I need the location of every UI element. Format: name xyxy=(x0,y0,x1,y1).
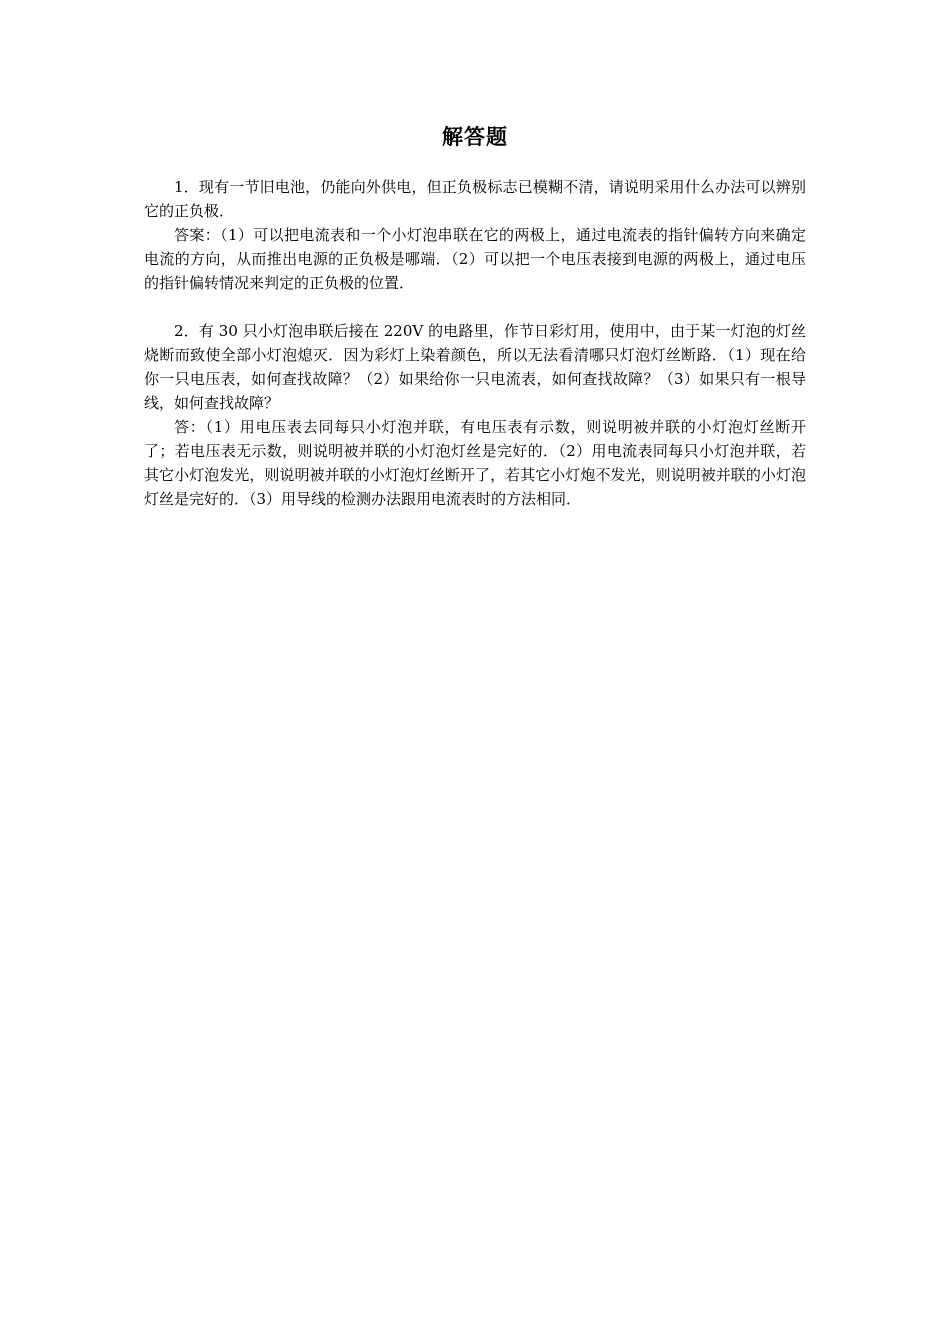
answer-2-text: 答：（1）用电压表去同每只小灯泡并联，有电压表有示数，则说明被并联的小灯泡灯丝断开了；若电压表无示数，则说明被并联的小灯泡灯丝是完好的．（2）用电流表同每只小灯泡并联，若其它小灯泡发光，则说明被并联的小灯泡灯丝断开了，若其它小灯炮不发光，则说明被并联的小灯泡灯丝是完好的．（3）用导线的检测办法跟用电流表时的方法相同． xyxy=(144,418,806,508)
document-body xyxy=(144,175,806,511)
answer-1-text: 答案：（1）可以把电流表和一个小灯泡串联在它的两极上，通过电流表的指针偏转方向来确定电流的方向，从而推出电源的正负极是哪端．（2）可以把一个电压表接到电源的两极上，通过电压的指针偏转情况来判定的正负极的位置． xyxy=(144,226,806,292)
page-title: 解答题 xyxy=(442,125,508,149)
question-1-text: 1．现有一节旧电池，仍能向外供电，但正负极标志已模糊不清，请说明采用什么办法可以辨别它的正负极． xyxy=(144,178,806,220)
question-2-text: 2．有 30 只小灯泡串联后接在 220V 的电路里，作节日彩灯用，使用中，由于某一灯泡的灯丝烧断而致使全部小灯泡熄灭．因为彩灯上染着颜色，所以无法看清哪只灯泡灯丝断路．（1）现在给你一只电压表，如何查找故障？（2）如果给你一只电流表，如何查找故障？（3）如果只有一根导线，如何查找故障？ xyxy=(144,322,806,412)
paragraph-gap xyxy=(144,295,806,319)
